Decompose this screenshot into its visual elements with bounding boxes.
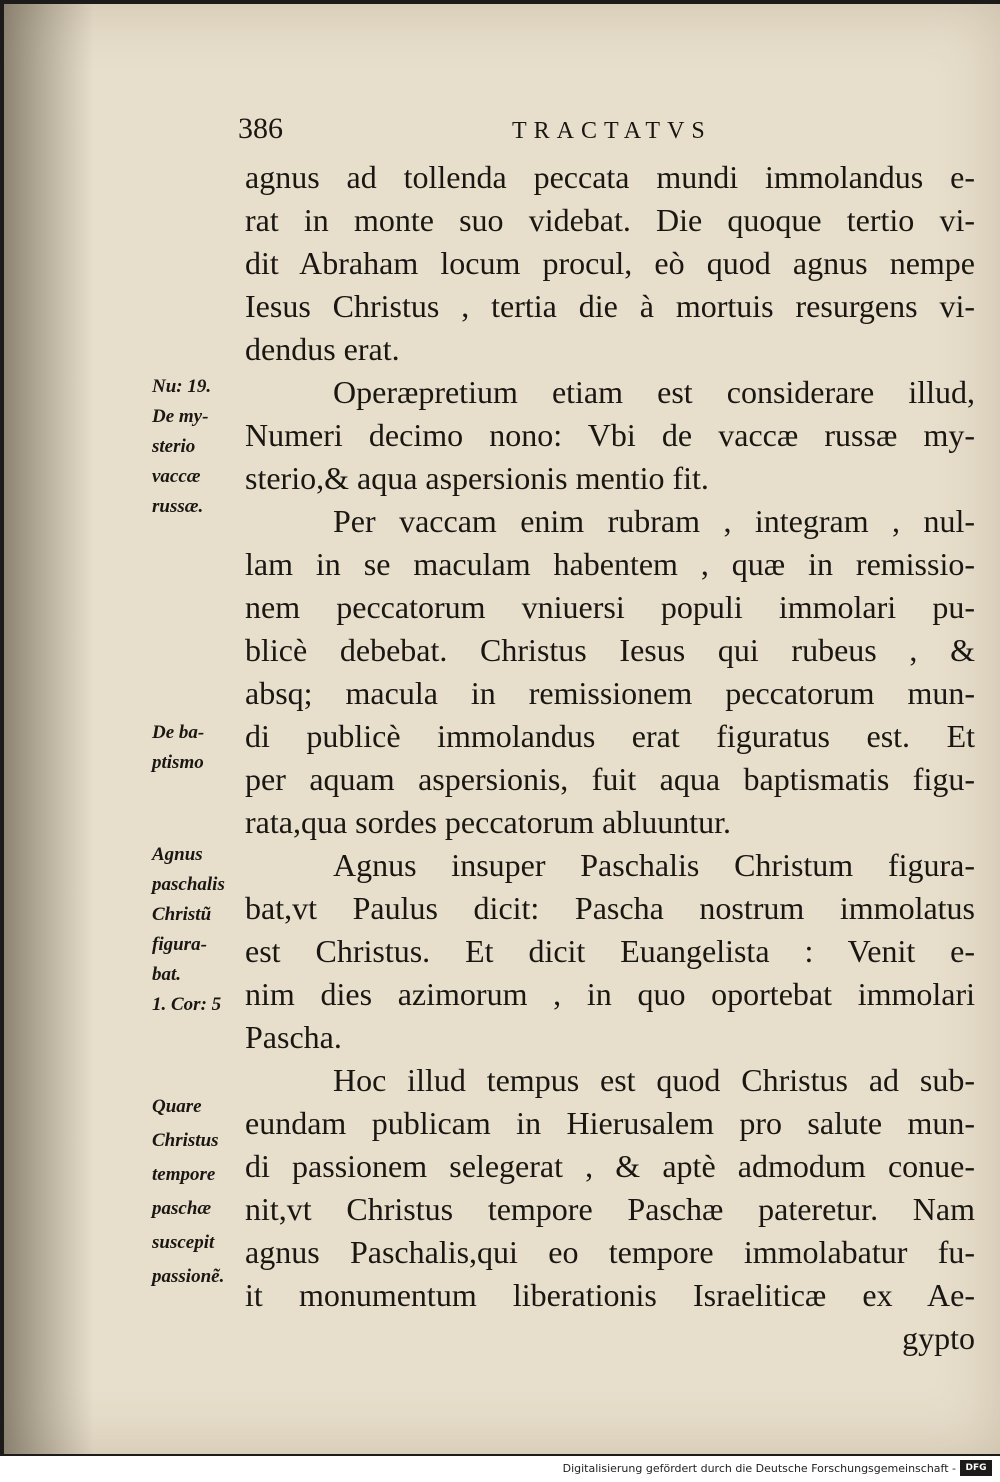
text-line: sterio,& aqua aspersionis mentio fit.: [245, 460, 709, 496]
dfg-logo: DFG: [960, 1460, 992, 1476]
marginal-note-numeri: [152, 372, 211, 522]
marginal-line: paschalis: [152, 874, 225, 895]
marginal-line: passionẽ.: [152, 1266, 225, 1287]
marginal-line: suscepit: [152, 1232, 215, 1253]
text-line: nim dies azimorum , in quo oportebat immolari: [245, 976, 975, 1012]
page-number: 386: [238, 112, 283, 145]
marginal-line: 1. Cor: 5: [152, 994, 222, 1015]
marginal-note-baptismo: [152, 718, 204, 778]
marginal-line: vaccæ: [152, 466, 201, 487]
running-head: TRACTATVS: [512, 118, 712, 144]
text-line: nit,vt Christus tempore Paschæ pateretur. Nam: [245, 1191, 975, 1227]
text-line: rata,qua sordes peccatorum abluuntur.: [245, 804, 732, 840]
text-line: Per vaccam enim rubram , integram , nul-: [333, 503, 975, 539]
text-line: agnus ad tollenda peccata mundi immolandus e-: [245, 159, 975, 195]
text-line: eundam publicam in Hierusalem pro salute mun-: [245, 1105, 975, 1141]
text-line: bat,vt Paulus dicit: Pascha nostrum immolatus: [245, 890, 975, 926]
text-line: est Christus. Et dicit Euangelista : Venit e-: [245, 933, 975, 969]
catchword: gypto: [902, 1320, 975, 1356]
text-line: it monumentum liberationis Israeliticæ ex Ae-: [245, 1277, 975, 1313]
text-line: di passionem selegerat , & aptè admodum conue-: [245, 1148, 975, 1184]
text-line: blicè debebat. Christus Iesus qui rubeus , &: [245, 632, 975, 668]
marginal-line: Agnus: [152, 844, 203, 865]
text-line: Hoc illud tempus est quod Christus ad sub-: [333, 1062, 975, 1098]
marginal-line: sterio: [152, 436, 196, 457]
text-line: agnus Paschalis,qui eo tempore immolabatur fu-: [245, 1234, 975, 1270]
marginal-line: figura-: [152, 934, 207, 955]
text-line: per aquam aspersionis, fuit aqua baptismatis figu-: [245, 761, 975, 797]
footer-credit: Digitalisierung gefördert durch die Deutsche Forschungsgemeinschaft -: [562, 1462, 956, 1475]
text-line: Numeri decimo nono: Vbi de vaccæ russæ my-: [245, 417, 975, 453]
marginal-line: Nu: 19.: [152, 376, 212, 397]
text-line: di publicè immolandus erat figuratus est. Et: [245, 718, 975, 754]
marginal-line: russæ.: [152, 496, 204, 517]
body-text: [245, 156, 975, 1360]
marginal-line: De my-: [152, 406, 209, 427]
marginal-line: bat.: [152, 964, 182, 985]
gutter-shadow: [4, 4, 94, 1454]
text-line: rat in monte suo videbat. Die quoque tertio vi-: [245, 202, 975, 238]
marginal-line: Quare: [152, 1096, 202, 1117]
text-line: Operæpretium etiam est considerare illud,: [333, 374, 975, 410]
marginal-line: ptismo: [152, 752, 204, 773]
marginal-note-agnus: [152, 840, 225, 1020]
marginal-line: paschæ: [152, 1198, 212, 1219]
text-line: Iesus Christus , tertia die à mortuis resurgens vi-: [245, 288, 975, 324]
text-line: dit Abraham locum procul, eò quod agnus nempe: [245, 245, 975, 281]
text-line: lam in se maculam habentem , quæ in remissio-: [245, 546, 975, 582]
marginal-line: Christũ: [152, 904, 212, 925]
marginal-line: De ba-: [152, 722, 205, 743]
text-line: Pascha.: [245, 1019, 342, 1055]
text-line: nem peccatorum vniuersi populi immolari pu-: [245, 589, 975, 625]
text-line: dendus erat.: [245, 331, 400, 367]
marginal-note-quare: [152, 1090, 224, 1294]
text-line: absq; macula in remissionem peccatorum mun-: [245, 675, 975, 711]
text-line: Agnus insuper Paschalis Christum figura-: [333, 847, 975, 883]
marginal-line: Christus: [152, 1130, 219, 1151]
marginal-line: tempore: [152, 1164, 216, 1185]
